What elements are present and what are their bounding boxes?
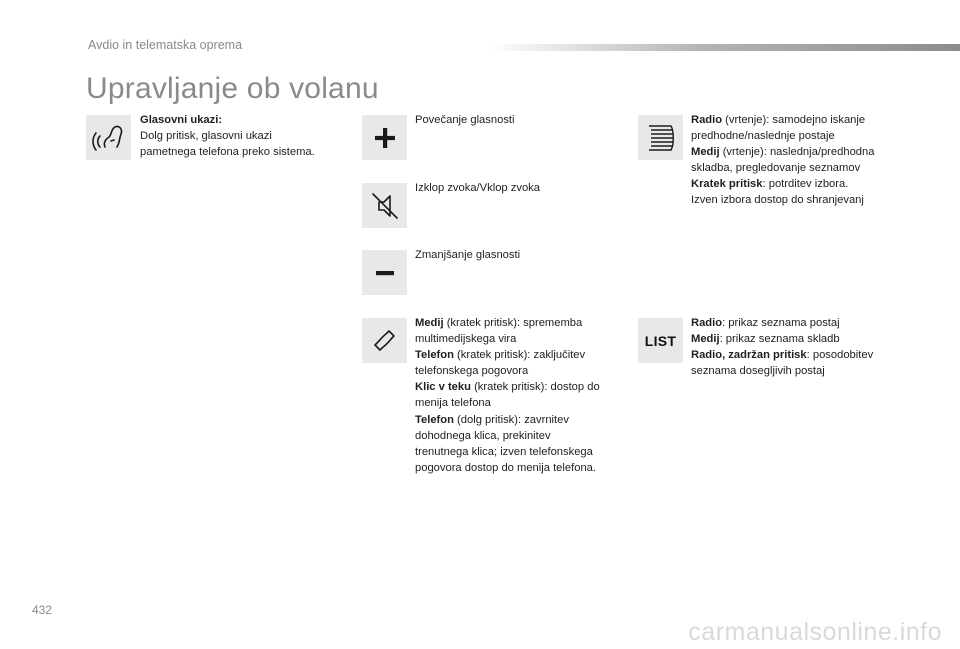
desc-line (140, 112, 340, 128)
desc-term: Radio (691, 317, 723, 329)
desc-text: (vrtenje): naslednja/predhodna (719, 146, 875, 159)
desc-text: Izven izbora dostop do shranjevanj (691, 194, 864, 207)
control-voice-desc (140, 112, 340, 160)
desc-line (140, 144, 340, 160)
desc-line (415, 460, 630, 476)
desc-text: Povečanje glasnosti (415, 114, 515, 126)
control-wheel-desc (691, 112, 921, 209)
desc-term: Medij (691, 146, 720, 159)
plus-icon (362, 115, 407, 160)
desc-term: Klic v teku (415, 381, 471, 394)
desc-text: predhodne/naslednje postaje (691, 130, 835, 143)
desc-line (415, 180, 625, 196)
mute-icon (362, 183, 407, 228)
desc-text: pogovora dostop do menija telefona. (415, 461, 596, 474)
desc-term: Glasovni ukazi: (140, 114, 223, 126)
section-label: Avdio in telematska oprema (88, 38, 243, 52)
desc-text: seznama dosegljivih postaj (691, 365, 825, 378)
desc-line (691, 331, 921, 347)
desc-text: multimedijskega vira (415, 333, 517, 346)
desc-line (415, 331, 630, 347)
desc-text: (kratek pritisk): sprememba (443, 317, 583, 329)
desc-text: : posodobitev (806, 349, 874, 362)
desc-line (415, 395, 630, 411)
control-mute-desc (415, 180, 625, 196)
desc-line (691, 144, 921, 160)
list-button-icon (638, 318, 683, 363)
desc-line (691, 363, 921, 379)
desc-term: Medij (691, 333, 720, 346)
control-volume-up-desc (415, 112, 625, 128)
desc-text: Izklop zvoka/Vklop zvoka (415, 182, 540, 194)
phone-icon (362, 318, 407, 363)
control-volume-down-desc (415, 247, 625, 263)
desc-line (415, 315, 630, 331)
desc-term: Radio, zadržan pritisk (691, 349, 807, 362)
desc-text: (kratek pritisk): zaključitev (453, 349, 586, 362)
desc-line (415, 247, 625, 263)
desc-line (415, 363, 630, 379)
desc-line (691, 128, 921, 144)
desc-line (415, 379, 630, 395)
header-bar (488, 44, 960, 51)
desc-line (691, 112, 921, 128)
desc-text: Dolg pritisk, glasovni ukazi (140, 130, 272, 143)
watermark: carmanualsonline.info (688, 618, 942, 646)
desc-text: Zmanjšanje glasnosti (415, 249, 521, 261)
desc-line (691, 315, 921, 331)
desc-text: telefonskega pogovora (415, 365, 529, 378)
desc-text: trenutnega klica; izven telefonskega (415, 445, 593, 458)
page-title: Upravljanje ob volanu (86, 72, 379, 105)
desc-line (415, 428, 630, 444)
desc-text: : prikaz seznama postaj (722, 317, 840, 329)
desc-text: pametnega telefona preko sistema. (140, 146, 315, 159)
desc-line (140, 128, 340, 144)
control-list-desc (691, 315, 921, 379)
desc-line (415, 444, 630, 460)
desc-term: Medij (415, 317, 444, 329)
desc-text: : potrditev izbora. (762, 178, 849, 191)
desc-text: (dolg pritisk): zavrnitev (453, 413, 569, 426)
desc-text: (vrtenje): samodejno iskanje (722, 114, 866, 126)
desc-text: dohodnega klica, prekinitev (415, 429, 551, 442)
desc-term: Radio (691, 114, 723, 126)
desc-line (691, 160, 921, 176)
desc-line (691, 347, 921, 363)
desc-line (415, 347, 630, 363)
desc-text: skladba, pregledovanje seznamov (691, 162, 861, 175)
desc-term: Telefon (415, 413, 454, 426)
page-number: 432 (32, 603, 53, 617)
minus-icon (362, 250, 407, 295)
desc-text: menija telefona (415, 397, 491, 410)
list-icon-label: LIST (644, 332, 677, 349)
desc-text: (kratek pritisk): dostop do (470, 381, 600, 394)
desc-line (691, 176, 921, 192)
desc-line (415, 412, 630, 428)
desc-term: Telefon (415, 349, 454, 362)
desc-line (415, 112, 625, 128)
voice-command-icon (86, 115, 131, 160)
desc-text: : prikaz seznama skladb (719, 333, 840, 346)
desc-line (691, 192, 921, 208)
scroll-wheel-icon (638, 115, 683, 160)
desc-term: Kratek pritisk (691, 178, 763, 191)
control-phone-desc (415, 315, 630, 476)
